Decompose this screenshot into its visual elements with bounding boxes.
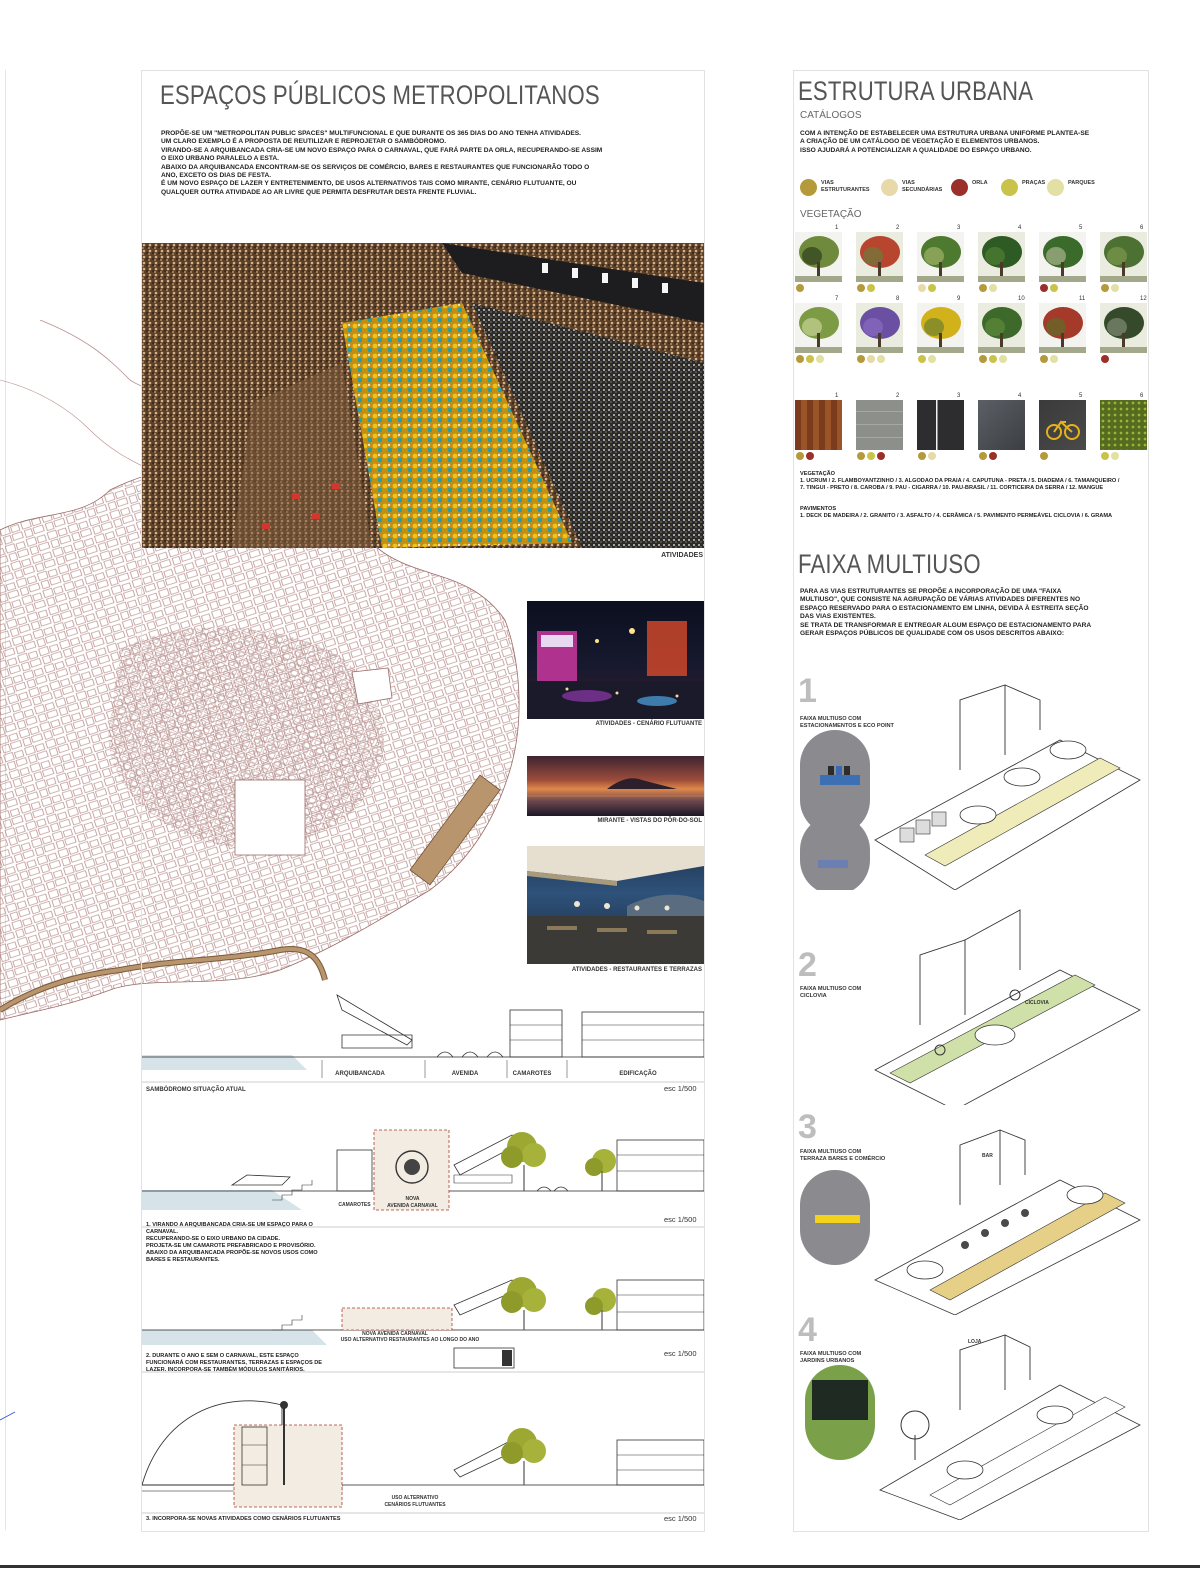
step-1-desc: FAIXA MULTIUSO COM ESTACIONAMENTOS E ECO POINT [800, 716, 894, 729]
category-dot [867, 284, 875, 292]
section3-label-uso-alternativo: USO ALTERNATIVO [391, 1495, 439, 1501]
tree-photo [1100, 303, 1147, 353]
category-dot [979, 355, 987, 363]
category-dot [1040, 284, 1048, 292]
floating-stage-caption: ATIVIDADES - CENÁRIO FLUTUANTE [595, 721, 702, 727]
vegetation-list: VEGETAÇÃO 1. UCRUM / 2. FLAMBOYANTZINHO / 3. ALGODAO DA PRAIA / 4. CAPUTUNA - PRETA / 5. DIADEMA / 6. TAMANQUEIRO / 7. TINGUI - PRETO / 8. CAROBA / 9. PAU - CIGARRA / 10. PAU-BRASIL / 11. CORTICEIRA DA SERRA / 12. MANGUE [800, 471, 1120, 491]
legend-label: ORLA [972, 180, 988, 186]
category-dot [1040, 452, 1048, 460]
category-dot [1040, 355, 1048, 363]
step-4-tag: LOJA [968, 1339, 982, 1345]
section0-label-camarotes: CAMAROTES [512, 1071, 552, 1077]
category-dot [1050, 355, 1058, 363]
tree-number: 3 [957, 225, 961, 231]
category-dot [796, 452, 804, 460]
step-3-desc: FAIXA MULTIUSO COM TERRAZA BARES E COMÉRCIO [800, 1149, 886, 1162]
bottom-rule [0, 1565, 1200, 1568]
tree-photo [978, 232, 1025, 282]
pavement-photo [1039, 400, 1086, 450]
category-dot [989, 284, 997, 292]
legend-label: VIAS SECUNDÁRIAS [902, 180, 943, 193]
tree-number: 9 [957, 296, 961, 302]
pavement-photo [856, 400, 903, 450]
legend-label: PRAÇAS [1022, 180, 1046, 186]
pavement-photo [795, 400, 842, 450]
pavement-list: PAVIMENTOS 1. DECK DE MADEIRA / 2. GRANITO / 3. ASFALTO / 4. CERÂMICA / 5. PAVIMENTO PERMEÁVEL CICLOVIA / 6. GRAMA [800, 506, 1113, 519]
legend-item [881, 179, 942, 196]
category-dot [989, 452, 997, 460]
multiuse-strip-intro: PARA AS VIAS ESTRUTURANTES SE PROPÕE A INCORPORAÇÃO DE UMA "FAIXA MULTIUSO", QUE CONSISTE NA AGRUPAÇÃO DE VÁRIAS ATIVIDADES DIFERENTES NO ESPAÇO RESERVADO PARA O ESTACIONAMENTO EM LINHA, DEVIDA À ESTREITA SEÇÃO DAS VIAS EXISTENTES. SE TRATA DE TRANSFORMAR E ENTREGAR ALGUM ESPAÇO DE ESTACIONAMENTO PARA GERAR ESPAÇOS PÚBLICOS DE QUALIDADE COM OS USOS DESCRITOS ABAIXO: [800, 588, 1092, 638]
pavement-number: 2 [896, 393, 900, 399]
tree-number: 11 [1079, 296, 1086, 302]
step-3-number: 3 [798, 1108, 817, 1146]
tree-photo [795, 303, 842, 353]
category-dot [877, 452, 885, 460]
step-2-tag: CICLOVIA [1025, 1000, 1049, 1006]
step-3-tag: BAR [982, 1153, 993, 1159]
category-dot [979, 284, 987, 292]
category-dot [979, 452, 987, 460]
section1-scale: esc 1/500 [664, 1215, 697, 1224]
legend-label: PARQUES [1068, 180, 1095, 186]
section-1 [142, 1105, 704, 1230]
section1-label-avenida-carnaval: AVENIDA CARNAVAL [387, 1203, 438, 1209]
step-1-illustration [800, 680, 1145, 890]
pavement-photo [978, 400, 1025, 450]
legend-swatch [881, 179, 898, 196]
section0-scale: esc 1/500 [664, 1084, 697, 1093]
category-dot [1111, 452, 1119, 460]
tree-photo [978, 303, 1025, 353]
pavement-number: 4 [1018, 393, 1022, 399]
category-dot [857, 284, 865, 292]
section1-label-nova: NOVA [405, 1196, 420, 1202]
category-dot [928, 284, 936, 292]
tree-number: 2 [896, 225, 900, 231]
category-dot [918, 284, 926, 292]
category-dot [857, 355, 865, 363]
tree-number: 6 [1140, 225, 1144, 231]
section2-text: 2. DURANTE O ANO E SEM O CARNAVAL, ESTE ESPAÇO FUNCIONARÁ COM RESTAURANTES, TERRAZAS E ESPAÇOS DE LAZER. INCORPORA-SE TAMBÉM MÓDULOS SANITÁRIOS. [146, 1353, 323, 1373]
category-dot [816, 355, 824, 363]
category-dot [1111, 284, 1119, 292]
vegetation-heading: VEGETAÇÃO [800, 209, 862, 220]
category-dot [1101, 355, 1109, 363]
category-dot [918, 452, 926, 460]
tree-number: 4 [1018, 225, 1022, 231]
section0-caption: SAMBÓDROMO SITUAÇÃO ATUAL [146, 1087, 246, 1093]
category-dot [806, 355, 814, 363]
tree-photo [795, 232, 842, 282]
main-photo-caption: ATIVIDADES [661, 552, 703, 559]
pavement-photo [917, 400, 964, 450]
legend-item [800, 179, 870, 196]
legend-item [1047, 179, 1095, 196]
category-dot [857, 452, 865, 460]
tree-photo [856, 303, 903, 353]
category-dot [989, 355, 997, 363]
tree-number: 1 [835, 225, 839, 231]
tree-photo [1039, 303, 1086, 353]
step-4-illustration [800, 1325, 1145, 1520]
tree-photo [917, 303, 964, 353]
tree-photo [856, 232, 903, 282]
sunset-view-photo [527, 756, 704, 816]
pavement-number: 6 [1140, 393, 1144, 399]
tree-number: 10 [1018, 296, 1025, 302]
catalogs-subtitle: CATÁLOGOS [800, 110, 862, 121]
step-2-desc: FAIXA MULTIUSO COM CICLOVIA [800, 986, 862, 999]
category-dot [806, 452, 814, 460]
section3-label-cenarios: CENÁRIOS FLUTUANTES [384, 1502, 446, 1508]
tree-photo [1039, 232, 1086, 282]
pavement-photo [1100, 400, 1147, 450]
pavement-number: 5 [1079, 393, 1083, 399]
step-4-desc: FAIXA MULTIUSO COM JARDINS URBANOS [800, 1351, 862, 1364]
section2-scale: esc 1/500 [664, 1349, 697, 1358]
category-dot [1050, 284, 1058, 292]
public-spaces-title: ESPAÇOS PÚBLICOS METROPOLITANOS [160, 80, 600, 110]
category-dot [918, 355, 926, 363]
step-1-number: 1 [798, 672, 817, 710]
section0-label-avenida: AVENIDA [451, 1071, 479, 1077]
section2-label-uso-alternativo: USO ALTERNATIVO RESTAURANTES AO LONGO DO ANO [340, 1337, 480, 1343]
legend-item [1001, 179, 1045, 196]
step-2-illustration [800, 905, 1145, 1105]
category-dot [796, 284, 804, 292]
section3-text: 3. INCORPORA-SE NOVAS ATIVIDADES COMO CENÁRIOS FLUTUANTES [146, 1516, 341, 1522]
legend-swatch [1047, 179, 1064, 196]
category-dot [867, 355, 875, 363]
legend-swatch [1001, 179, 1018, 196]
sambodromo-photo [142, 243, 704, 548]
legend-swatch [800, 179, 817, 196]
tree-photo [1100, 232, 1147, 282]
sunset-caption: MIRANTE - VISTAS DO PÔR-DO-SOL [597, 818, 702, 824]
tree-number: 7 [835, 296, 839, 302]
restaurants-photo [527, 846, 704, 964]
pavement-number: 1 [835, 393, 839, 399]
section1-text: 1. VIRANDO A ARQUIBANCADA CRIA-SE UM ESPAÇO PARA O CARNAVAL. RECUPERANDO-SE O EIXO URBANO DA CIDADE. PROJETA-SE UM CAMAROTE PREFABRICADO E PROVISÓRIO. ABAIXO DA ARQUIBANCADA PROPÕE-SE NOVOS USOS COMO BARES E RESTAURANTES. [146, 1222, 318, 1263]
restaurants-caption: ATIVIDADES - RESTAURANTES E TERRAZAS [571, 967, 702, 973]
category-dot [1101, 284, 1109, 292]
category-dot [867, 452, 875, 460]
tree-number: 8 [896, 296, 900, 302]
category-dot [928, 355, 936, 363]
category-dot [796, 355, 804, 363]
category-dot [877, 355, 885, 363]
section2-label-nova-avenida: NOVA AVENIDA CARNAVAL [362, 1331, 428, 1337]
section-current [142, 990, 704, 1100]
section3-scale: esc 1/500 [664, 1514, 697, 1523]
category-dot [1101, 452, 1109, 460]
section0-label-arquibancada: ARQUIBANCADA [335, 1071, 385, 1077]
legend-swatch [951, 179, 968, 196]
floating-stage-photo [527, 601, 704, 719]
annotation-line [0, 1410, 20, 1422]
step-3-illustration [800, 1125, 1145, 1315]
pavement-number: 3 [957, 393, 961, 399]
category-dot [999, 355, 1007, 363]
legend-label: VIAS ESTRUTURANTES [821, 180, 870, 193]
step-4-number: 4 [798, 1311, 817, 1349]
tree-number: 5 [1079, 225, 1083, 231]
tree-number: 12 [1140, 296, 1147, 302]
multiuse-strip-title: FAIXA MULTIUSO [798, 549, 981, 579]
section1-label-camarotes: CAMAROTES [338, 1202, 371, 1208]
public-spaces-intro: PROPÔE-SE UM "METROPOLITAN PUBLIC SPACES" MULTIFUNCIONAL E QUE DURANTE OS 365 DIAS DO ANO TENHA ATIVIDADES. UM CLARO EXEMPLO É A PROPOSTA DE REUTILIZAR E REPROJETAR O SAMBÓDROMO. VIRANDO-SE A ARQUIBANCADA CRIA-SE UM NOVO ESPAÇO PARA O CARNAVAL, QUE FARÁ PARTE DA ORLA, RECUPERANDO-SE ASSIM O EIXO URBANO PARALELO A ESTA. ABAIXO DA ARQUIBANCADA ENCONTRAM-SE OS SERVIÇOS DE COMÉRCIO, BARES E RESTAURANTES QUE FUNCIONARÃO TODO O ANO, EXCETO OS DIAS DE FESTA. É UM NOVO ESPAÇO DE LAZER Y ENTRETENIMENTO, DE USOS ALTERNATIVOS TAIS COMO MIRANTE, CENÁRIO FLUTUANTE, OU QUALQUER OUTRA ATIVIDADE AO AR LIVRE QUE PERMITA DESFRUTAR DESTA FRENTE FLUVIAL. [161, 130, 603, 196]
category-dot [928, 452, 936, 460]
tree-photo [917, 232, 964, 282]
urban-structure-intro: COM A INTENÇÃO DE ESTABELECER UMA ESTRUTURA URBANA UNIFORME PLANTEA-SE A CRIAÇÃO DE UM CATÁLOGO DE VEGETAÇÃO E ELEMENTOS URBANOS. ISSO AJUDARÁ A POTENCIALIZAR A QUALIDADE DO ESPAÇO URBANO. [800, 130, 1090, 154]
urban-structure-title: ESTRUTURA URBANA [798, 76, 1034, 106]
legend-item [951, 179, 988, 196]
step-2-number: 2 [798, 946, 817, 984]
section0-label-edificacao: EDIFICAÇÃO [619, 1071, 657, 1077]
